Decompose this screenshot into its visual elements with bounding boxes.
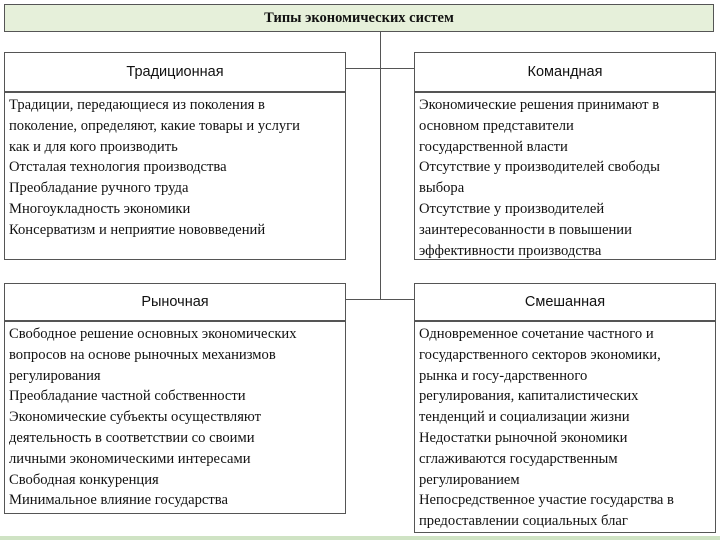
traditional-title: Традиционная: [126, 64, 224, 80]
feature-line: рынка и госу-дарственного: [419, 367, 588, 384]
feature-line: Многоукладность экономики: [9, 200, 191, 217]
feature-line: регулирования, капиталистических: [419, 388, 639, 405]
diagram-title-text: Типы экономических систем: [264, 9, 454, 26]
feature-line: Непосредственное участие государства в: [419, 492, 674, 509]
feature-line: заинтересованности в повышении: [419, 221, 632, 238]
feature-line: основном представители: [419, 117, 574, 134]
feature-line: предоставлении социальных благ: [419, 513, 628, 530]
connector-top-left: [346, 68, 380, 69]
feature-line: вопросов на основе рыночных механизмов: [9, 346, 276, 363]
market-features: [4, 321, 346, 514]
feature-line: Преобладание ручного труда: [9, 180, 189, 197]
feature-line: поколение, определяют, какие товары и услуги: [9, 117, 300, 134]
feature-line: Отсталая технология производства: [9, 159, 227, 176]
feature-line: регулирования: [9, 367, 101, 384]
mixed-features: [414, 321, 716, 533]
feature-line: Консерватизм и неприятие нововведений: [9, 221, 266, 238]
feature-line: Отсутствие у производителей свободы: [419, 159, 660, 176]
market-title: Рыночная: [141, 294, 209, 310]
traditional-features: [4, 92, 346, 260]
market-header: [4, 283, 346, 321]
feature-line: Преобладание частной собственности: [9, 388, 246, 405]
feature-line: выбора: [419, 180, 465, 197]
command-features: [414, 92, 716, 260]
mixed-header: [414, 283, 716, 321]
feature-line: деятельность в соответствии со своими: [9, 429, 255, 446]
command-title: Командная: [527, 64, 603, 80]
feature-line: Недостатки рыночной экономики: [419, 429, 628, 446]
feature-line: государственной власти: [419, 138, 568, 155]
feature-line: тенденций и социализации жизни: [419, 409, 630, 426]
command-header: [414, 52, 716, 92]
feature-line: Минимальное влияние государства: [9, 492, 228, 509]
traditional-header: [4, 52, 346, 92]
feature-line: Свободное решение основных экономических: [9, 326, 297, 342]
feature-line: Экономические субъекты осуществляют: [9, 409, 261, 426]
feature-line: Свободная конкуренция: [9, 471, 159, 488]
feature-line: регулированием: [419, 471, 520, 488]
feature-line: Одновременное сочетание частного и: [419, 326, 654, 342]
mixed-title: Смешанная: [524, 294, 606, 310]
feature-line: Экономические решения принимают в: [419, 97, 660, 113]
feature-line: личными экономическими интересами: [9, 450, 251, 467]
feature-line: Традиции, передающиеся из поколения в: [9, 97, 265, 113]
feature-line: как и для кого производить: [9, 138, 178, 155]
feature-line: сглаживаются государственным: [419, 450, 618, 467]
feature-line: государственного секторов экономики,: [419, 346, 661, 363]
connector-top-right: [380, 68, 414, 69]
connector-bottom-right: [380, 299, 414, 300]
connector-bottom-left: [346, 299, 380, 300]
feature-line: эффективности производства: [419, 242, 602, 259]
bottom-accent-bar: [0, 536, 720, 540]
diagram-title: [4, 4, 714, 32]
feature-line: Отсутствие у производителей: [419, 200, 605, 217]
connector-trunk: [380, 32, 381, 300]
